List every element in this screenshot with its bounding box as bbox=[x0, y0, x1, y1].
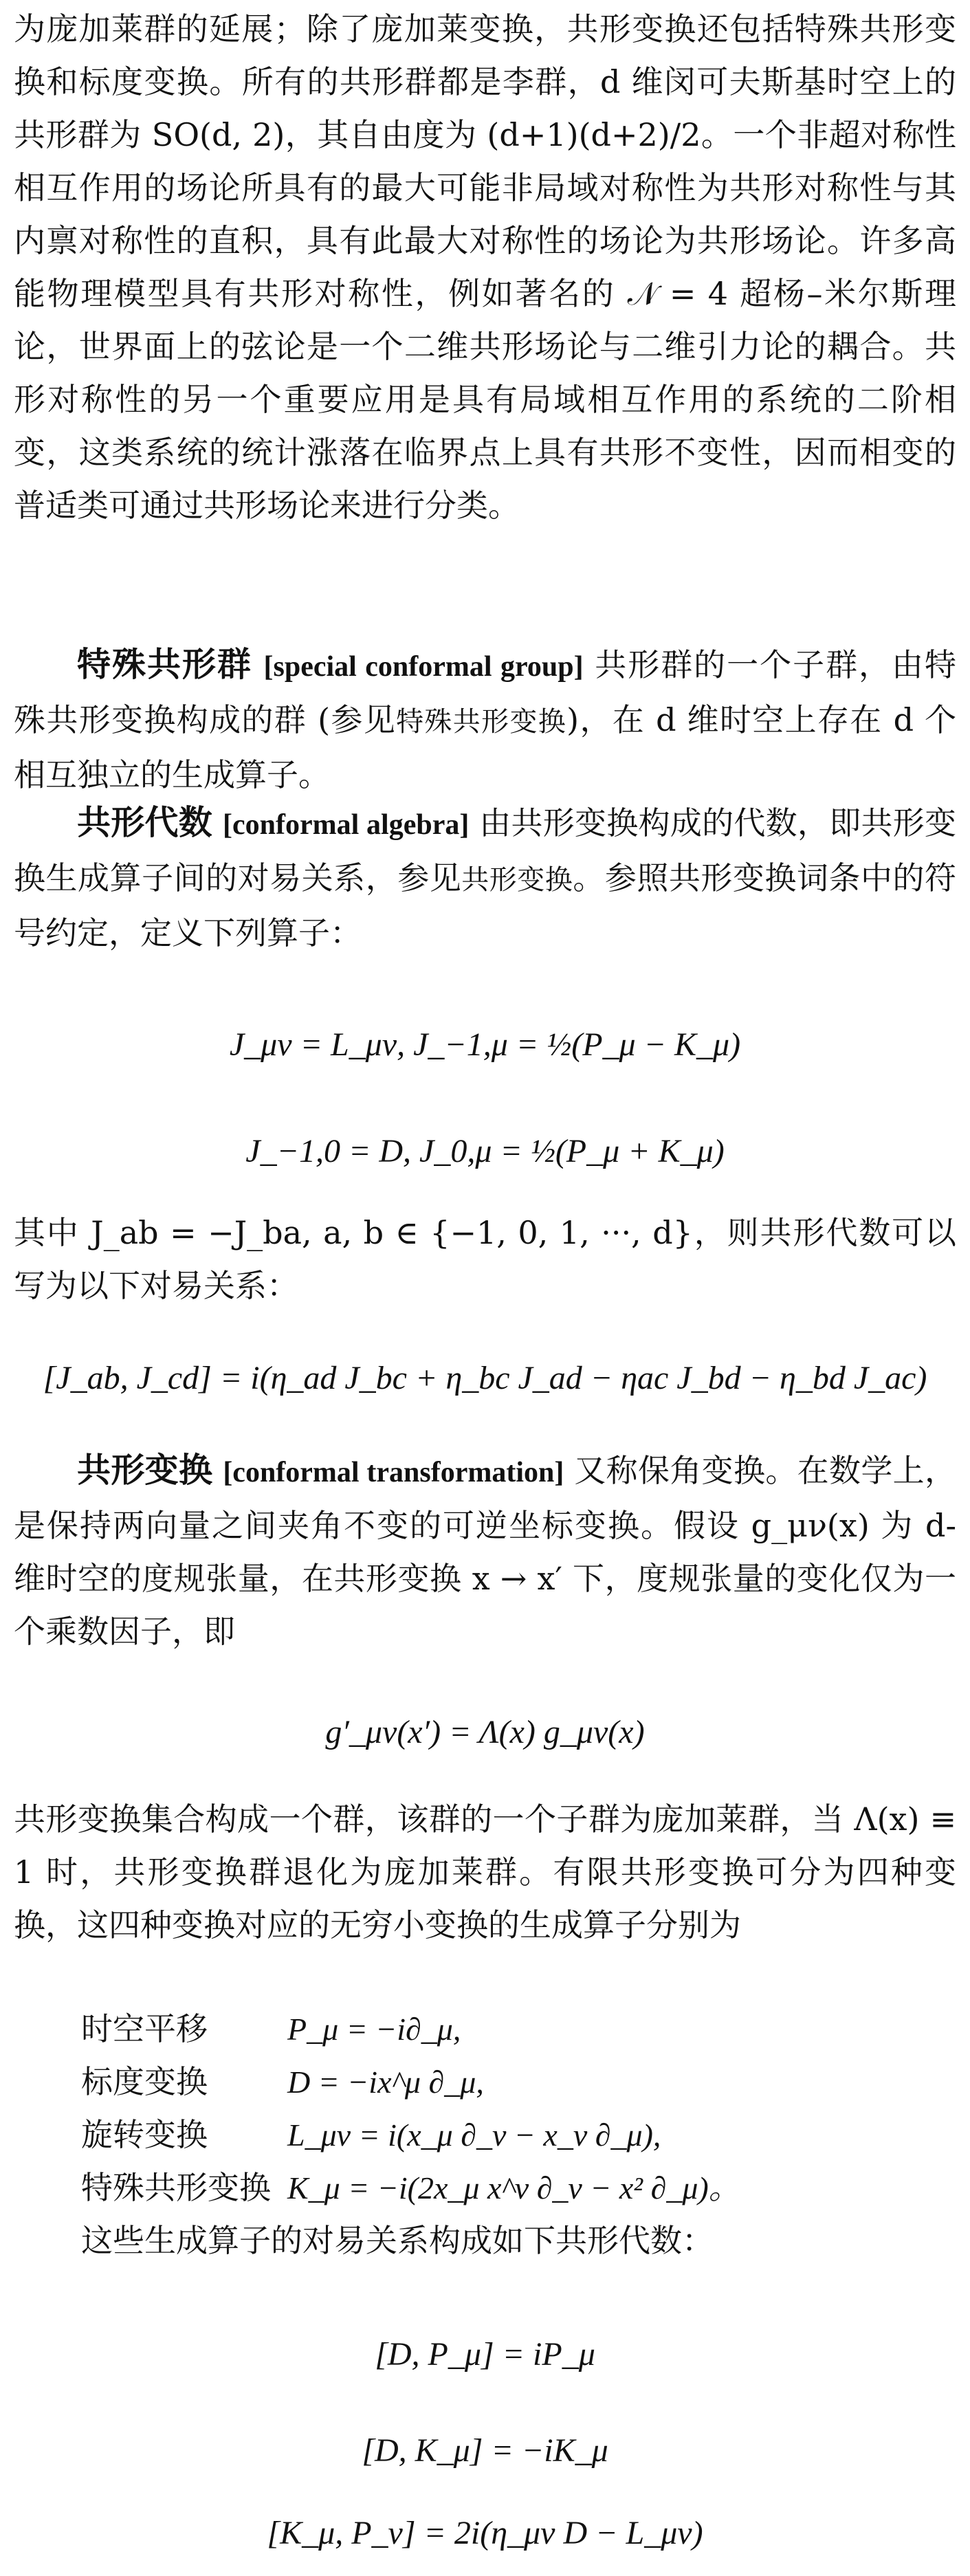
equation: J_μν = L_μν, J_−1,μ = ½(P_μ − K_μ) bbox=[229, 1026, 741, 1063]
generator-label: 特殊共形变换 bbox=[81, 2169, 271, 2206]
equation: [J_ab, J_cd] = i(η_ad J_bc + η_bc J_ad − ηac J_bd − η_bd J_ac) bbox=[43, 1360, 927, 1396]
generator-row bbox=[81, 2109, 961, 2161]
equation: [D, P_μ] = iP_μ bbox=[375, 2336, 595, 2373]
generator-label: 旋转变换 bbox=[81, 2116, 208, 2153]
equation: g′_μν(x′) = Λ(x) g_μν(x) bbox=[325, 1714, 645, 1750]
entry-text: 。参照共形变换词条中的符号约定，定义下列算子： bbox=[14, 859, 957, 951]
entry-term: 共形代数 bbox=[77, 802, 213, 842]
entry-term: 共形变换 bbox=[77, 1450, 213, 1490]
entry-conformal-algebra bbox=[14, 796, 956, 960]
cross-reference[interactable]: 特殊共形变换 bbox=[396, 706, 567, 738]
generator-row bbox=[81, 2003, 961, 2056]
entry-text: 又称保角变换。在数学上，是保持两向量之间夹角不变的可逆坐标变换。假设 g_μν(x) 为 d- 维时空的度规张量，在共形变换 x → x′ 下，度规张量的变化仅为一个乘数因子，即 bbox=[14, 1452, 957, 1650]
generator-row bbox=[81, 2161, 961, 2214]
entry-text: 由共形变换构成的代数，即共形变换生成算子间的对易关系，参见 bbox=[14, 804, 957, 896]
equation: J_−1,0 = D, J_0,μ = ½(P_μ + K_μ) bbox=[245, 1133, 725, 1169]
entry-english: [conformal algebra] bbox=[222, 809, 470, 841]
entry-term: 特殊共形群 bbox=[77, 644, 252, 684]
entry-conformal-transformation bbox=[14, 1444, 956, 1658]
generator-row bbox=[81, 2056, 961, 2109]
generator-label: 时空平移 bbox=[81, 2010, 208, 2047]
equation-context: 其中 J_ab = −J_ba, a, b ∈ {−1, 0, 1, ···, d}，则共形代数可以写为以下对易关系： bbox=[14, 1214, 956, 1304]
generator-expression: D = −ix^μ ∂_μ, bbox=[287, 2065, 484, 2100]
closing-line: 这些生成算子的对易关系构成如下共形代数： bbox=[81, 2222, 714, 2259]
generator-label: 标度变换 bbox=[81, 2063, 208, 2100]
generator-expression: L_μv = i(x_μ ∂_v − x_v ∂_μ), bbox=[287, 2117, 661, 2153]
generator-expression: P_μ = −i∂_μ, bbox=[287, 2012, 461, 2047]
entry-text: 共形变换集合构成一个群，该群的一个子群为庞加莱群，当 Λ(x) ≡ 1 时，共形变换群退化为庞加莱群。有限共形变换可分为四种变换，这四种变换对应的无穷小变换的生成算子分别为 bbox=[14, 1801, 956, 1944]
entry-text: 共形群的一个子群，由特殊共形变换构成的群 (参见 bbox=[14, 646, 957, 738]
entry-special-conformal-group bbox=[14, 638, 956, 802]
entry-text: )，在 d 维时空上存在 d 个相互独立的生成算子。 bbox=[14, 701, 957, 793]
cross-reference[interactable]: 共形变换 bbox=[461, 864, 573, 896]
entry-english: [conformal transformation] bbox=[223, 1457, 564, 1488]
entry-english: [special conformal group] bbox=[263, 651, 584, 683]
equation: [K_μ, P_ν] = 2i(η_μν D − L_μν) bbox=[267, 2515, 703, 2551]
equation: [D, K_μ] = −iK_μ bbox=[362, 2432, 608, 2469]
generator-expression: K_μ = −i(2x_μ x^v ∂_v − x² ∂_μ)。 bbox=[287, 2170, 740, 2205]
intro-paragraph: 为庞加莱群的延展；除了庞加莱变换，共形变换还包括特殊共形变换和标度变换。所有的共形群都是李群，d 维闵可夫斯基时空上的共形群为 SO(d, 2)，其自由度为 (d+1)(d+2)/2。一个非超对称性相互作用的场论所具有的最大可能非局域对称性为共形对称性与其内禀对称性的直积，具有此最大对称性的场论为共形场论。许多高能物理模型具有共形对称性，例如著名的 𝒩 = 4 超杨–米尔斯理论，世界面上的弦论是一个二维共形场论与二维引力论的耦合。共形对称性的另一个重要应用是具有局域相互作用的系统的二阶相变，这类系统的统计涨落在临界点上具有共形不变性，因而相变的普适类可通过共形场论来进行分类。 bbox=[14, 10, 956, 524]
